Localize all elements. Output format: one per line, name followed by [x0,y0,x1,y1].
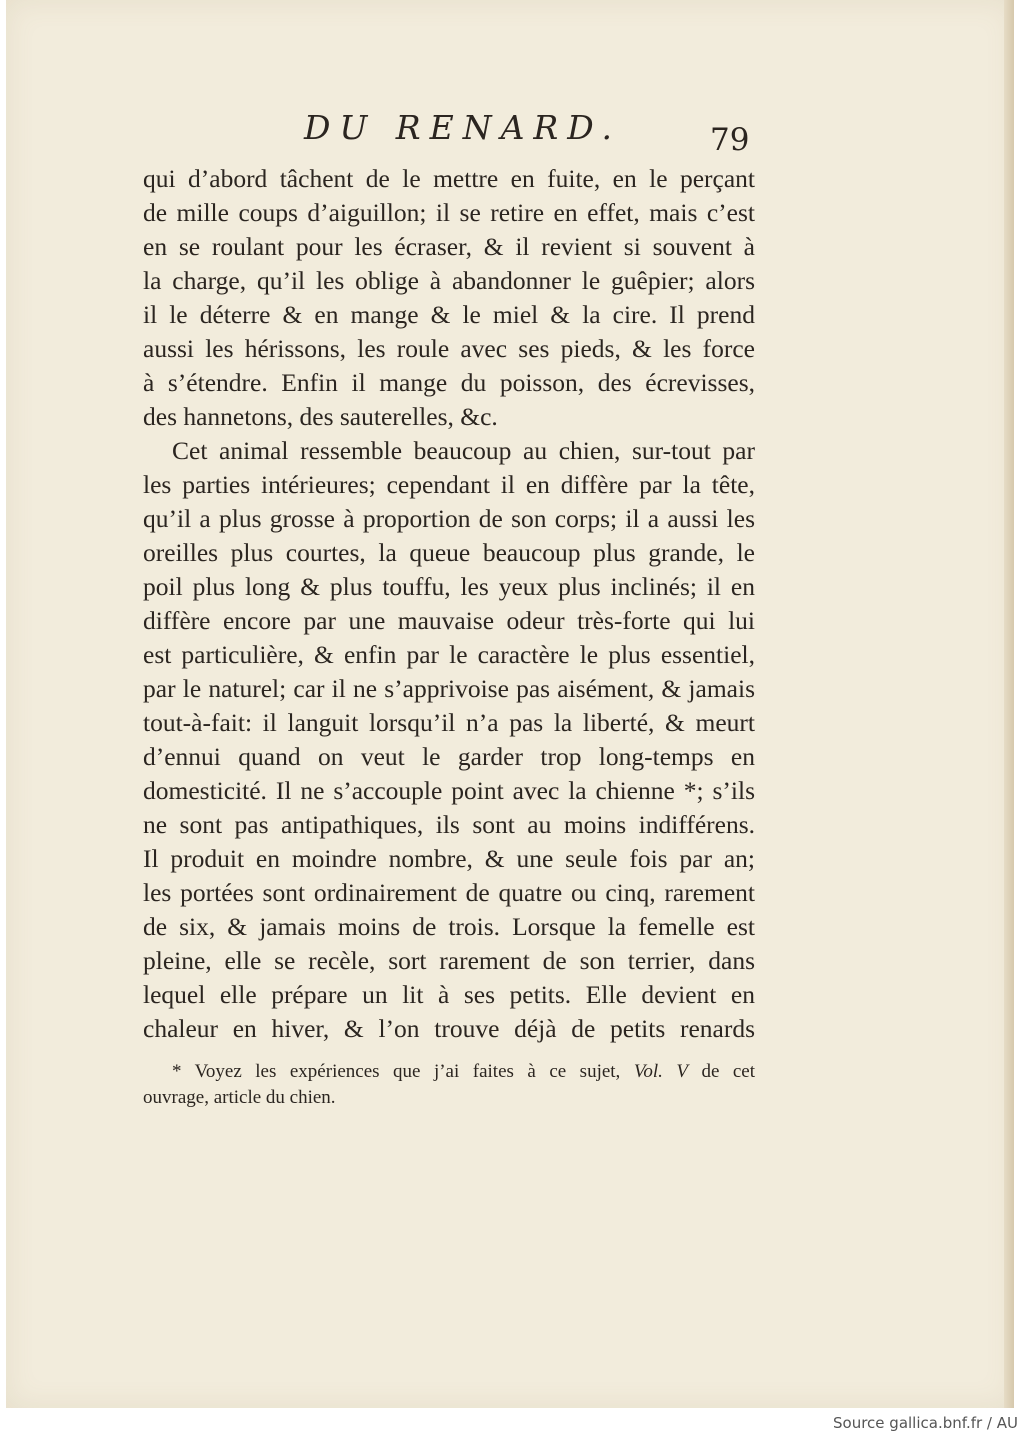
body-line: tout-à-fait: il languit lorsqu’il n’a pas la liberté, & meurt [143,708,755,737]
body-line: domesticité. Il ne s’accouple point avec la chienne *; s’ils [143,776,755,805]
body-line: de six, & jamais moins de trois. Lorsque la femelle est [143,912,755,941]
body-line: de mille coups d’aiguillon; il se retire en effet, mais c’est [143,198,755,227]
body-line: est particulière, & enfin par le caractère le plus essentiel, [143,640,755,669]
body-line: qu’il a plus grosse à proportion de son corps; il a aussi les [143,504,755,533]
body-line: les portées sont ordinairement de quatre ou cinq, rarement [143,878,755,907]
source-credit: Source gallica.bnf.fr / AU [833,1414,1018,1432]
body-line: il le déterre & en mange & le miel & la cire. Il prend [143,300,755,329]
footnote-text: de cet [701,1061,755,1082]
body-line: les parties intérieures; cependant il en diffère par la tête, [143,470,755,499]
body-line: pleine, elle se recèle, sort rarement de son terrier, dans [143,946,755,975]
running-title: DU RENARD. [304,108,622,147]
body-line: par le naturel; car il ne s’apprivoise pas aisément, & jamais [143,674,755,703]
body-line: d’ennui quand on veut le garder trop long-temps en [143,742,755,771]
body-line: ne sont pas antipathiques, ils sont au moins indifférens. [143,810,755,839]
body-line: diffère encore par une mauvaise odeur très-forte qui lui [143,606,755,635]
body-line: aussi les hérissons, les roule avec ses pieds, & les force [143,334,755,363]
body-line: poil plus long & plus touffu, les yeux plus inclinés; il en [143,572,755,601]
page-number: 79 [710,122,750,158]
body-line: chaleur en hiver, & l’on trouve déjà de petits renards [143,1014,755,1043]
book-page [6,0,1014,1408]
page-edge [1004,0,1014,1408]
paragraph-first-line: Cet animal ressemble beaucoup au chien, sur-tout par [172,436,755,465]
body-line: à s’étendre. Enfin il mange du poisson, des écrevisses, [143,368,755,397]
body-line: lequel elle prépare un lit à ses petits. Elle devient en [143,980,755,1009]
body-line: des hannetons, des sauterelles, &c. [143,402,498,431]
footnote-text: * Voyez les expériences que j’ai faites à ce sujet, [172,1061,621,1082]
footnote-volume-ref: Vol. V [633,1061,688,1082]
body-line: oreilles plus courtes, la queue beaucoup plus grande, le [143,538,755,567]
body-line: en se roulant pour les écraser, & il revient si souvent à [143,232,755,261]
body-line: Il produit en moindre nombre, & une seule fois par an; [143,844,755,873]
footnote-line: ouvrage, article du chien. [143,1087,336,1108]
footnote-line [172,1060,755,1084]
body-line: qui d’abord tâchent de le mettre en fuite, en le perçant [143,164,755,193]
body-line: la charge, qu’il les oblige à abandonner le guêpier; alors [143,266,755,295]
